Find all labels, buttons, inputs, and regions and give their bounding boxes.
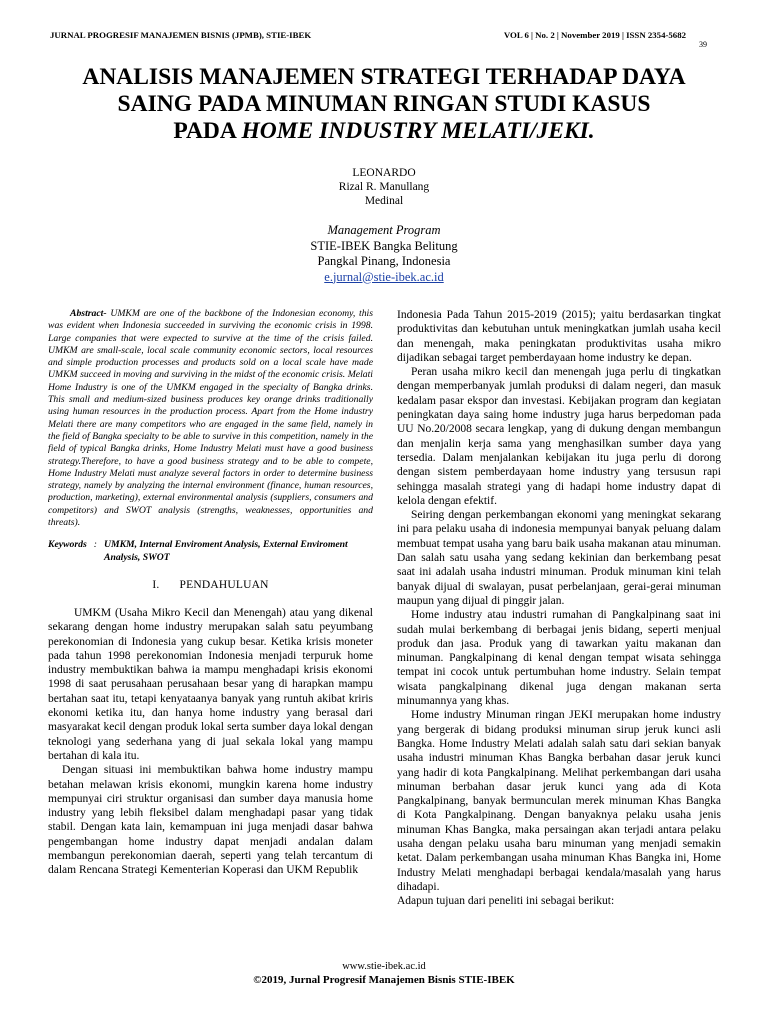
- volume-info: VOL 6 | No. 2 | November 2019 | ISSN 2354-5682: [503, 30, 686, 40]
- body-paragraph: Indonesia Pada Tahun 2015-2019 (2015); yaitu berdasarkan tingkat produktivitas dan kebutuhan untuk meningkatkan jumlah usaha kecil dan menengah, maka peningkatan produktivitas usaha mikro dijadikan sebagai target pemberdayaan home industry ke depan.: [397, 309, 721, 364]
- page-footer: [0, 960, 768, 987]
- keywords-separator: :: [93, 539, 97, 551]
- page-number: 39: [699, 40, 707, 49]
- section-number: I.: [152, 578, 160, 591]
- body-paragraph: Adapun tujuan dari peneliti ini sebagai berikut:: [397, 895, 615, 908]
- body-paragraph: UMKM (Usaha Mikro Kecil dan Menengah) atau yang dikenal sekarang dengan home industry merupakan salah satu peyumbang perekonomian di Indonesia yang cukup besar. Ketika krisis moneter pada tahun 1998 perekonomian Indonesia menjadi terpuruk home industry membuktikan bahwa ia mampu menghadapi krisis ekonomi 1998 di saat perusahaan perusahaan besar yang di harapkan mampu bertahan saat itu, tetapi kenyataanya banyak yang runtuh akibat kriris ekonomi ketika itu, dan hanya home industry yang berasal dari masyarakat kecil dengan produk lokal serta sumber daya lokal dengan teknologi yang sederhana yang di jual sekala lokal yang mampu bertahan di kala itu.: [48, 606, 373, 762]
- title-line-1: ANALISIS MANAJEMEN STRATEGI TERHADAP DAYA: [82, 64, 686, 90]
- keywords-label: Keywords: [48, 539, 87, 551]
- keywords-text: UMKM, Internal Enviroment Analysis, External Enviroment Analysis, SWOT: [103, 539, 348, 563]
- body-paragraph: Home industry atau industri rumahan di Pangkalpinang saat ini sudah mulai berkembang di berbagai jenis bidang, seperti menjual produk dan jasa. Produk yang di tawarkan yaitu makanan dan minuman. Pangkalpinang di kenal dengan tempat wisata sehingga tempat ini cocok untuk pertumbuhan home industry. Selain tempat wisata pangkalpinang dikenal juga dengan makanan serta minumannya yang khas.: [397, 609, 721, 708]
- body-paragraph: Dengan situasi ini membuktikan bahwa home industry mampu betahan melawan krisis ekonomi, mungkin karena home industry mempunyai ciri struktur organisasi dan sumber daya manusia home industry yang lebih fleksibel dalam menghadapi pasar yang tidak stabil. Dengan kata lain, kemampuan ini juga menjadi dasar bahwa pengembangan home industry dapat menjadi andalan dalam membangun perekonomian daerah, seperti yang telah tercantum di dalam Rencana Strategi Kementerian Koperasi dan UKM Republik: [48, 764, 373, 877]
- body-paragraph: Seiring dengan perkembangan ekonomi yang meningkat sekarang ini para pelaku usaha di indonesia mempunyai banyak peluang dalam membuat tempat usaha yang baru baik usaha makanan atau minuman. Dan salah satu usaha yang sedang kekinian dan berkembang pesat saat ini adalah usaha industri minuman. Produk minuman kini telah banyak dijual di swalayan, pusat perbelanjaan, gerai-gerai minuman maupun yang dijual di pinggir jalan.: [397, 509, 721, 607]
- author-name: Medinal: [364, 195, 404, 207]
- footer-website[interactable]: www.stie-ibek.ac.id: [342, 961, 426, 972]
- section-heading: [48, 579, 373, 591]
- journal-name: JURNAL PROGRESIF MANAJEMEN BISNIS (JPMB), STIE-IBEK: [50, 30, 312, 40]
- email-link[interactable]: e.jurnal@stie-ibek.ac.id: [324, 269, 444, 284]
- affiliation-location: Pangkal Pinang, Indonesia: [317, 254, 451, 268]
- body-paragraph: Peran usaha mikro kecil dan menengah juga perlu di tingkatkan dengan memperbanyak jumlah produksi di dalam negeri, dan masuk kedalam pasar ekspor dan investasi. Kebijakan program dan kegiatan peningkatan daya saing home industry juga harus berpedoman pada UU No.20/2008 secara lengkap, yang di dukung dengan membangun dan menjalin kerja sama yang menghasilkan sumber daya yang tersedia. Dalam menjalankan kebijakan itu juga perlu di dorong dengan sistem pemberdayaan home industry yang tersusun rapi sehingga masalah strategi yang di hadapi home industry dapat di kelola dengan efektif.: [397, 366, 721, 507]
- author-list: [0, 166, 768, 208]
- abstract-label: Abstract-: [70, 308, 107, 319]
- abstract-text: UMKM are one of the backbone of the Indonesian economy, this was evident when Indonesia succeeded in surviving the economic crisis in 1998. Large companies that were expected to survive at the time of the crisis failed. UMKM are small-scale, local scale community economic sectors, local resources and simple production processes and products sold on a local scale have made UMKM succeed in moving and surviving in the midst of the economic crisis. Melati Home Industry is one of the UMKM engaged in the specialty of Bangka drinks. This small and medium-sized business produces key orange drinks traditionally using human resources in the production process. Apart from the Home industry Melati there are many competitors who are engaged in the same field, namely in the field of Bangka specialty to be able to survive in this competition, namely in the field of typical Bangka drinks, Home Industry Melati must have a good business strategy.Therefore, to have a good business strategy and to be able to compete, Home Industry Melati must analyze several factors in order to determine business strategy, namely by analyzing the internal environment (finance, human resources, production, marketing), external environmental analysis (suppliers, consumers and competitors) and SWOT analysis (strengths, weaknesses, opportunities and threats).: [48, 308, 373, 529]
- affiliation: [0, 223, 768, 285]
- title-line-3-italic: HOME INDUSTRY MELATI/JEKI.: [241, 118, 595, 144]
- author-name: Rizal R. Manullang: [338, 181, 430, 193]
- section-title: PENDAHULUAN: [179, 578, 269, 591]
- affiliation-institution: STIE-IBEK Bangka Belitung: [310, 238, 458, 253]
- author-name: LEONARDO: [352, 167, 416, 179]
- right-column: [397, 308, 721, 954]
- keywords: [48, 539, 373, 564]
- abstract: [48, 308, 373, 529]
- body-paragraph: Home industry Minuman ringan JEKI merupakan home industry yang bergerak di bidang produksi minuman sirup jeruk kunci asli Bangka. Home Industry Melati adalah salah satu dari sekian banyak usaha industri minuman Khas Bangka berbahan dasar jeruk kunci yang hadir di kota Pangkalpinang. Melihat perkembangan dari usaha minuman berbahan dasar jeruk kunci yang ada di Kota Pangkalpinang, banyak bermunculan merek minuman Khas Bangka di Kota Pangkalpinang. Dengan banyaknya pelaku usaha jenis minuman Khas Bangka, maka persaingan akan terjadi antara pelaku usaha dengan pelaku usaha baru minuman yang menjadi semakin ketat. Dalam perkembangan usaha minuman Khas Bangka ini, Home Industry Melati menghadapi berbagai kendala/masalah yang harus dihadapi.: [397, 709, 721, 893]
- title-line-2: SAING PADA MINUMAN RINGAN STUDI KASUS: [117, 91, 651, 117]
- paper-title: [40, 64, 728, 145]
- affiliation-program: Management Program: [327, 223, 441, 237]
- left-column: [48, 308, 373, 954]
- title-line-3: PADA: [173, 118, 242, 144]
- footer-copyright: ©2019, Jurnal Progresif Manajemen Bisnis STIE-IBEK: [253, 974, 515, 986]
